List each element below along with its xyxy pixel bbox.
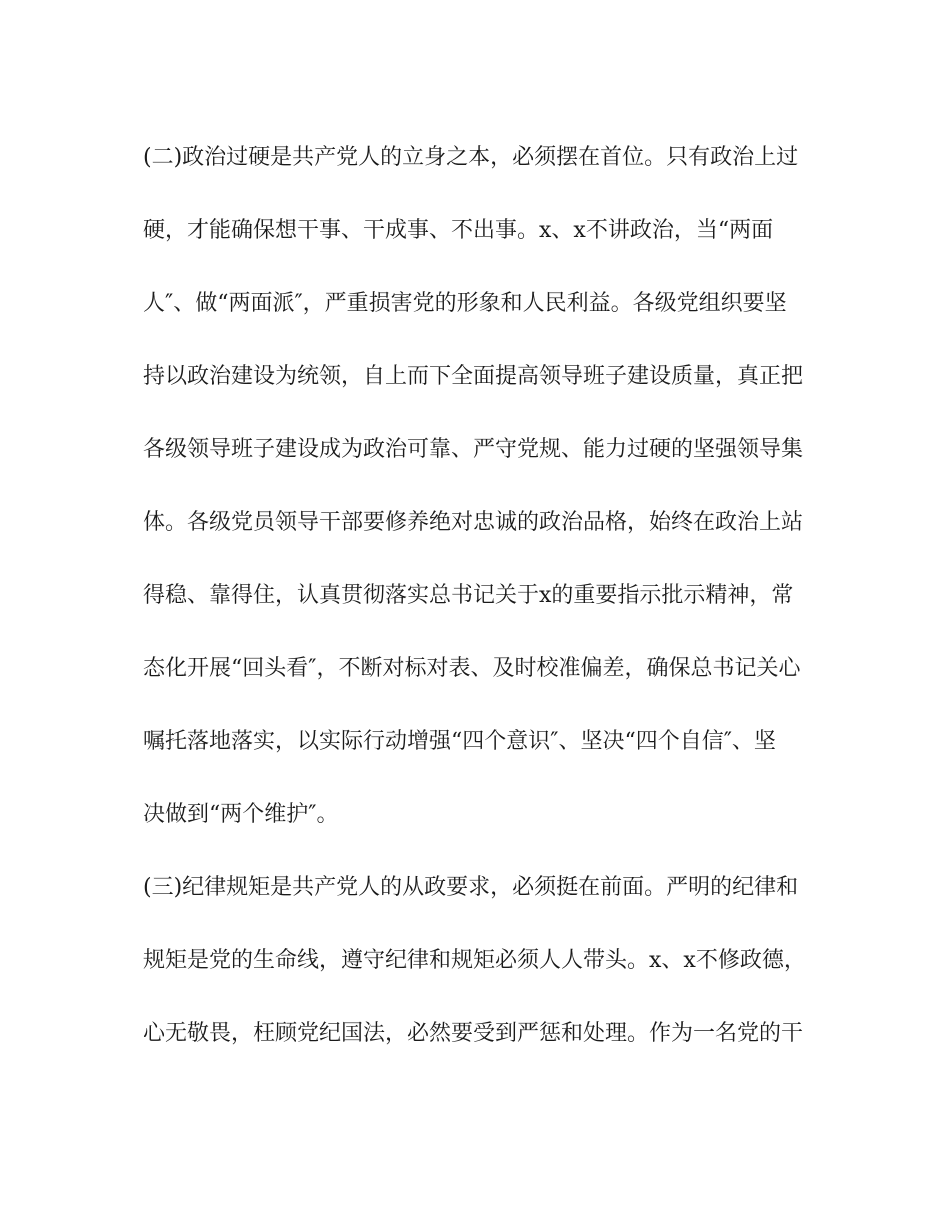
text-line: 心无敬畏，枉顾党纪国法，必然要受到严惩和处理。作为一名党的干 xyxy=(143,1021,804,1046)
text-line: 持以政治建设为统领，自上而下全面提高领导班子建设质量，真正把 xyxy=(143,364,804,389)
text-line: 体。各级党员领导干部要修养绝对忠诚的政治品格，始终在政治上站 xyxy=(143,510,804,535)
text-line: 决做到“两个维护″。 xyxy=(143,802,339,827)
text-line: 得稳、靠得住，认真贯彻落实总书记关于x的重要指示批示精神，常 xyxy=(143,583,794,608)
text-line: 规矩是党的生命线，遵守纪律和规矩必须人人带头。x、x不修政德， xyxy=(143,948,806,973)
text-line: 人″、做“两面派″，严重损害党的形象和人民利益。各级党组织要坚 xyxy=(143,291,787,316)
body-text xyxy=(143,136,823,1085)
text-line: 嘱托落地落实，以实际行动增强“四个意识″、坚决“四个自信″、坚 xyxy=(143,729,776,754)
text-line: 各级领导班子建设成为政治可靠、严守党规、能力过硬的坚强领导集 xyxy=(143,437,804,462)
text-line: (二)政治过硬是共产党人的立身之本，必须摆在首位。只有政治上过 xyxy=(143,145,799,170)
text-line: 态化开展“回头看″，不断对标对表、及时校准偏差，确保总书记关心 xyxy=(143,656,801,681)
text-line: 硬，才能确保想干事、干成事、不出事。x、x不讲政治，当“两面 xyxy=(143,218,774,243)
text-line: (三)纪律规矩是共产党人的从政要求，必须挺在前面。严明的纪律和 xyxy=(143,875,799,900)
